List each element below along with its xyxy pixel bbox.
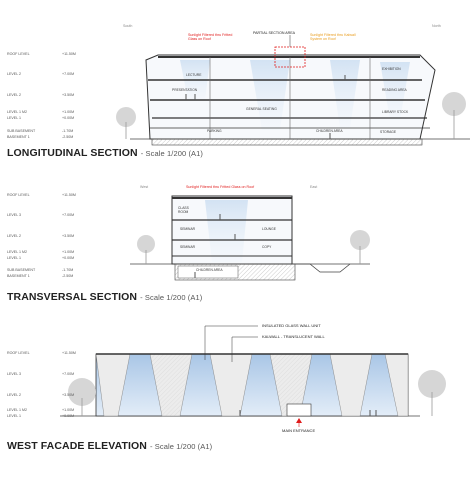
level-value: +7.00M <box>62 72 75 76</box>
west-facade-drawing <box>60 326 446 427</box>
room-label: EXHIBITION <box>382 67 401 71</box>
level-label: LEVEL 1 <box>7 116 22 120</box>
level-label: LEVEL 2 <box>7 72 22 76</box>
longitudinal-section-drawing <box>116 35 470 145</box>
sunlight-fritted-label: Sunlight Filtered thru Fritted Glass on Roof <box>188 33 233 41</box>
level-value: -1.70M <box>62 268 74 272</box>
level-value: +0.00M <box>62 414 75 418</box>
room-label: SEMINAR <box>180 245 196 249</box>
level-value: +3.50M <box>62 393 75 397</box>
sunlight-fritted-label: Sunlight Filtered thru Fritted Glass on Roof <box>186 185 255 189</box>
level-label: LEVEL 2 <box>7 393 22 397</box>
room-label: READING AREA <box>382 88 407 92</box>
room-label: CLASS ROOM <box>178 206 189 214</box>
room-label: PRESENTATION <box>172 88 198 92</box>
level-label: LEVEL 1 <box>7 256 22 260</box>
room-label: LECTURE <box>186 73 202 77</box>
room-label: GENERAL SEATING <box>246 107 277 111</box>
level-label: ROOF LEVEL <box>7 193 30 197</box>
level-value: -2.50M <box>62 274 74 278</box>
transversal-scale: - Scale 1/200 (A1) <box>140 293 203 302</box>
level-label: LEVEL 2 <box>7 234 22 238</box>
level-label: BASEMENT 1 <box>7 135 30 139</box>
partial-section-label: PARTIAL SECTION AREA <box>253 31 296 35</box>
room-label: LOUNGE <box>262 227 276 231</box>
level-label: LEVEL 1 <box>7 414 22 418</box>
level-value: +0.00M <box>62 116 75 120</box>
longitudinal-heading <box>7 147 203 159</box>
room-label: CHILDREN AREA <box>316 129 343 133</box>
level-label: LEVEL 2 <box>7 93 22 97</box>
longitudinal-title: LONGITUDINAL SECTION <box>7 147 138 159</box>
level-label: SUB BASEMENT <box>7 129 36 133</box>
level-value: +1.00M <box>62 250 75 254</box>
longitudinal-scale: - Scale 1/200 (A1) <box>140 149 204 158</box>
sunlight-kalwall-label: Sunlight Filtered thru Kalwall System on Roof <box>310 33 356 41</box>
room-label: SEMINAR <box>180 227 196 231</box>
west-facade-title: WEST FACADE ELEVATION <box>7 440 147 452</box>
north-label: North <box>432 24 441 28</box>
level-label: LEVEL 1 M2 <box>7 110 28 114</box>
transversal-title: TRANSVERSAL SECTION <box>7 291 138 303</box>
transversal-heading <box>7 291 202 303</box>
level-value: +11.50M <box>62 52 76 56</box>
room-label: STORAGE <box>380 130 397 134</box>
level-value: +0.00M <box>62 256 75 260</box>
callout-glass-wall: INSULATED GLASS WALL UNIT <box>262 323 321 328</box>
room-label: CHILDREN AREA <box>196 268 223 272</box>
level-value: +11.50M <box>62 193 76 197</box>
level-value: +11.50M <box>62 351 76 355</box>
callout-kalwall: KALWALL - TRANSLUCENT WALL <box>262 334 325 339</box>
level-label: LEVEL 3 <box>7 213 22 217</box>
level-label: SUB BASEMENT <box>7 268 36 272</box>
west-facade-scale: - Scale 1/200 (A1) <box>150 442 213 451</box>
level-label: LEVEL 3 <box>7 372 22 376</box>
level-value: +3.50M <box>62 93 75 97</box>
west-label: West <box>140 185 149 189</box>
level-value: +1.00M <box>62 408 75 412</box>
main-entrance-label: MAIN ENTRANCE <box>282 428 316 433</box>
level-label: ROOF LEVEL <box>7 52 30 56</box>
level-label: BASEMENT 1 <box>7 274 30 278</box>
level-label: LEVEL 1 M2 <box>7 408 28 412</box>
level-value: +3.50M <box>62 234 75 238</box>
level-value: +1.00M <box>62 110 75 114</box>
level-value: -1.70M <box>62 129 74 133</box>
west-facade-heading <box>7 440 212 452</box>
room-label: LIBRARY STOCK <box>382 110 409 114</box>
east-label: East <box>310 185 318 189</box>
room-label: COPY <box>262 245 272 249</box>
transversal-section-drawing <box>130 196 370 280</box>
room-label: PARKING <box>207 129 222 133</box>
level-value: +7.00M <box>62 372 75 376</box>
south-label: South <box>123 24 133 28</box>
level-value: +7.00M <box>62 213 75 217</box>
level-value: -2.50M <box>62 135 74 139</box>
level-label: LEVEL 1 M2 <box>7 250 28 254</box>
level-label: ROOF LEVEL <box>7 351 30 355</box>
